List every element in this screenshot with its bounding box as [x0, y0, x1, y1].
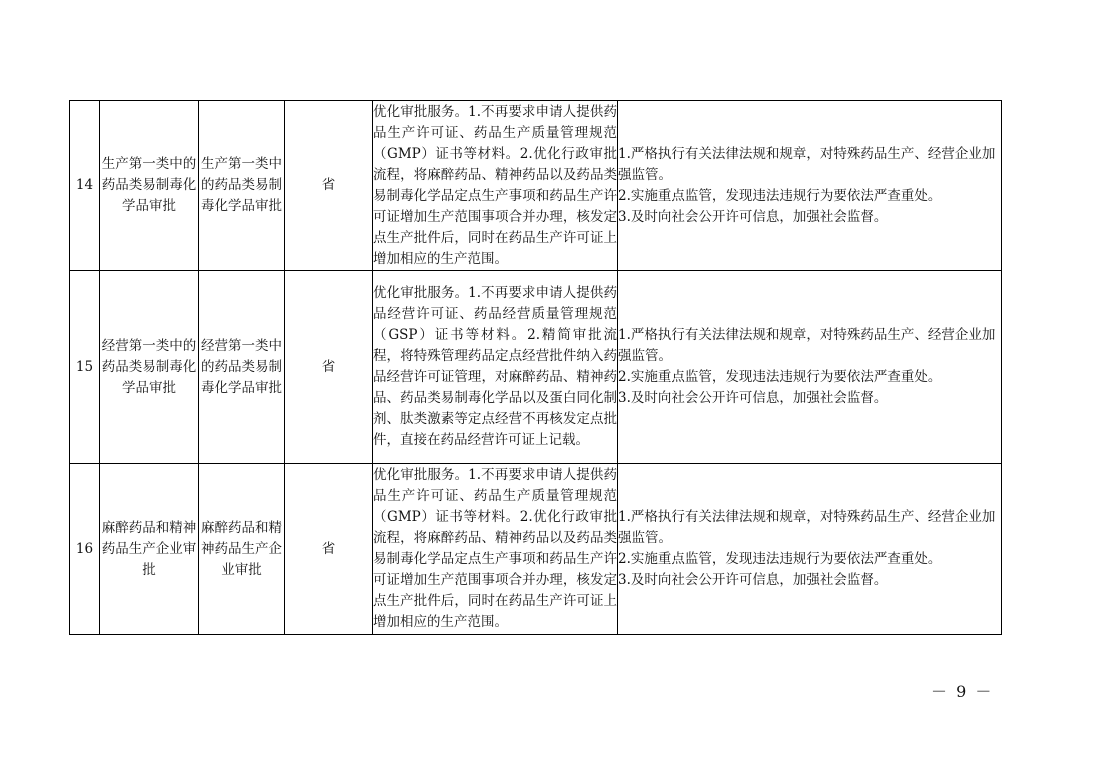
- row-number: 15: [70, 271, 100, 464]
- subitem-name: 麻醉药品和精神药品生产企业审批: [199, 464, 285, 635]
- reform-measure: 优化审批服务。1.不再要求申请人提供药品生产许可证、药品生产质量管理规范（GMP）证书等材料。2.优化行政审批流程，将麻醉药品、精神药品以及药品类易制毒化学品定点生产事项和药品生产许可证增加生产范围事项合并办理，核发定点生产批件后，同时在药品生产许可证上增加相应的生产范围。: [373, 464, 618, 635]
- subitem-name: 生产第一类中的药品类易制毒化学品审批: [199, 101, 285, 271]
- measure-item: 1.严格执行有关法律法规和规章，对特殊药品生产、经营企业加强监管。: [618, 145, 996, 183]
- item-name: 生产第一类中的药品类易制毒化学品审批: [100, 101, 199, 271]
- measure-item: 3.及时向社会公开许可信息，加强社会监督。: [618, 390, 888, 406]
- table-row: [70, 101, 1002, 271]
- reform-measure: 优化审批服务。1.不再要求申请人提供药品经营许可证、药品经营质量管理规范（GSP）证书等材料。2.精简审批流程，将特殊管理药品定点经营批件纳入药品经营许可证管理，对麻醉药品、精神药品、药品类易制毒化学品以及蛋白同化制剂、肽类激素等定点经营不再核发定点批件，直接在药品经营许可证上记载。: [373, 271, 618, 464]
- page-number: － 9 －: [931, 682, 994, 701]
- supervision-measures: [618, 101, 1002, 271]
- supervision-measures: [618, 464, 1002, 635]
- measure-item: 2.实施重点监管，发现违法违规行为要依法严查重处。: [618, 369, 942, 385]
- approval-level: 省: [285, 464, 373, 635]
- table-row: [70, 271, 1002, 464]
- measure-item: 1.严格执行有关法律法规和规章，对特殊药品生产、经营企业加强监管。: [618, 327, 996, 364]
- supervision-measures: [618, 271, 1002, 464]
- approval-level: 省: [285, 271, 373, 464]
- measure-item: 2.实施重点监管，发现违法违规行为要依法严查重处。: [618, 551, 942, 567]
- measure-item: 1.严格执行有关法律法规和规章，对特殊药品生产、经营企业加强监管。: [618, 509, 996, 546]
- approval-table: [69, 100, 1002, 635]
- table-row: [70, 464, 1002, 635]
- row-number: 16: [70, 464, 100, 635]
- approval-level: 省: [285, 101, 373, 271]
- item-name: 经营第一类中的药品类易制毒化学品审批: [100, 271, 199, 464]
- subitem-name: 经营第一类中的药品类易制毒化学品审批: [199, 271, 285, 464]
- measure-item: 3.及时向社会公开许可信息，加强社会监督。: [618, 572, 888, 588]
- measure-item: 2.实施重点监管，发现违法违规行为要依法严查重处。: [618, 187, 942, 204]
- reform-measure: 优化审批服务。1.不再要求申请人提供药品生产许可证、药品生产质量管理规范（GMP）证书等材料。2.优化行政审批流程，将麻醉药品、精神药品以及药品类易制毒化学品定点生产事项和药品生产许可证增加生产范围事项合并办理，核发定点生产批件后，同时在药品生产许可证上增加相应的生产范围。: [373, 101, 618, 271]
- item-name: 麻醉药品和精神药品生产企业审批: [100, 464, 199, 635]
- measure-item: 3.及时向社会公开许可信息，加强社会监督。: [618, 208, 888, 225]
- row-number: 14: [70, 101, 100, 271]
